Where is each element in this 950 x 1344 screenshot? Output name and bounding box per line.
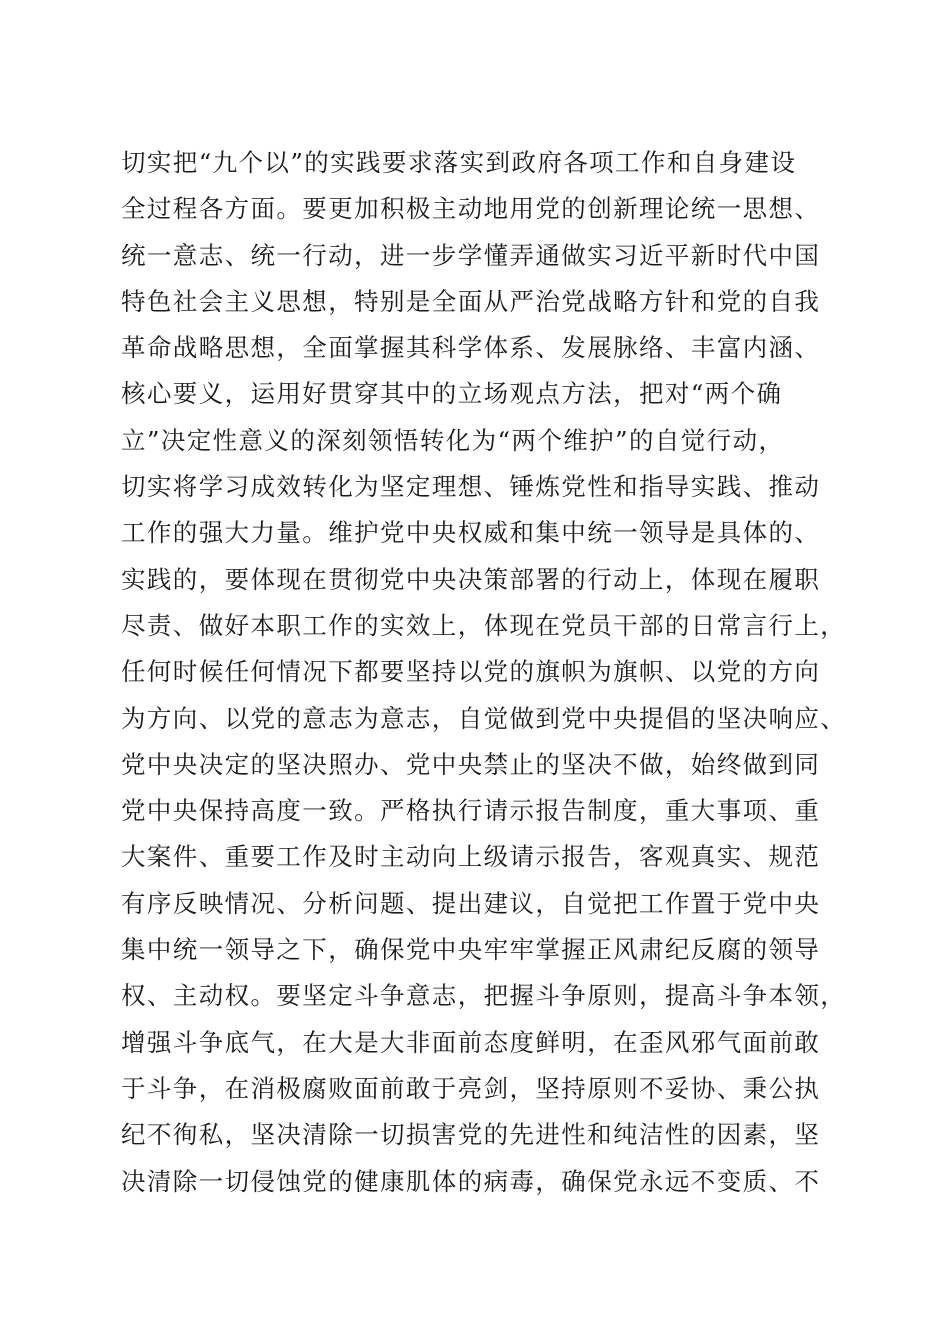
text-line: 党中央决定的坚决照办、党中央禁止的坚决不做，始终做到同 xyxy=(121,749,821,779)
text-line: 统一意志、统一行动，进一步学懂弄通做实习近平新时代中国 xyxy=(121,240,821,270)
text-line: 权、主动权。要坚定斗争意志，把握斗争原则，提高斗争本领， xyxy=(121,981,847,1011)
text-line: 大案件、重要工作及时主动向上级请示报告，客观真实、规范 xyxy=(121,842,821,872)
text-line: 任何时候任何情况下都要坚持以党的旗帜为旗帜、以党的方向 xyxy=(121,657,821,687)
text-line: 工作的强大力量。维护党中央权威和集中统一领导是具体的、 xyxy=(121,518,821,548)
body-paragraph xyxy=(121,140,847,1205)
text-line: 立”决定性意义的深刻领悟转化为“两个维护”的自觉行动， xyxy=(121,425,785,455)
text-line: 核心要义，运用好贯穿其中的立场观点方法，把对“两个确 xyxy=(121,379,783,409)
text-line: 增强斗争底气，在大是大非面前态度鲜明，在歪风邪气面前敢 xyxy=(121,1027,821,1057)
text-line: 决清除一切侵蚀党的健康肌体的病毒，确保党永远不变质、不 xyxy=(121,1166,821,1196)
text-line: 于斗争，在消极腐败面前敢于亮剑，坚持原则不妥协、秉公执 xyxy=(121,1073,821,1103)
text-line: 党中央保持高度一致。严格执行请示报告制度，重大事项、重 xyxy=(121,796,821,826)
text-line: 为方向、以党的意志为意志，自觉做到党中央提倡的坚决响应、 xyxy=(121,703,847,733)
text-line: 有序反映情况、分析问题、提出建议，自觉把工作置于党中央 xyxy=(121,888,821,918)
text-line: 切实把“九个以”的实践要求落实到政府各项工作和自身建设 xyxy=(121,148,797,177)
text-line: 实践的，要体现在贯彻党中央决策部署的行动上，体现在履职 xyxy=(121,564,821,594)
text-line: 纪不徇私，坚决清除一切损害党的先进性和纯洁性的因素，坚 xyxy=(121,1120,821,1150)
text-line: 尽责、做好本职工作的实效上，体现在党员干部的日常言行上， xyxy=(121,610,847,640)
text-line: 集中统一领导之下，确保党中央牢牢掌握正风肃纪反腐的领导 xyxy=(121,935,821,965)
text-line: 革命战略思想，全面掌握其科学体系、发展脉络、丰富内涵、 xyxy=(121,333,821,363)
text-line: 切实将学习成效转化为坚定理想、锤炼党性和指导实践、推动 xyxy=(121,472,821,502)
text-line: 特色社会主义思想，特别是全面从严治党战略方针和党的自我 xyxy=(121,286,821,316)
text-line: 全过程各方面。要更加积极主动地用党的创新理论统一思想、 xyxy=(121,194,821,224)
